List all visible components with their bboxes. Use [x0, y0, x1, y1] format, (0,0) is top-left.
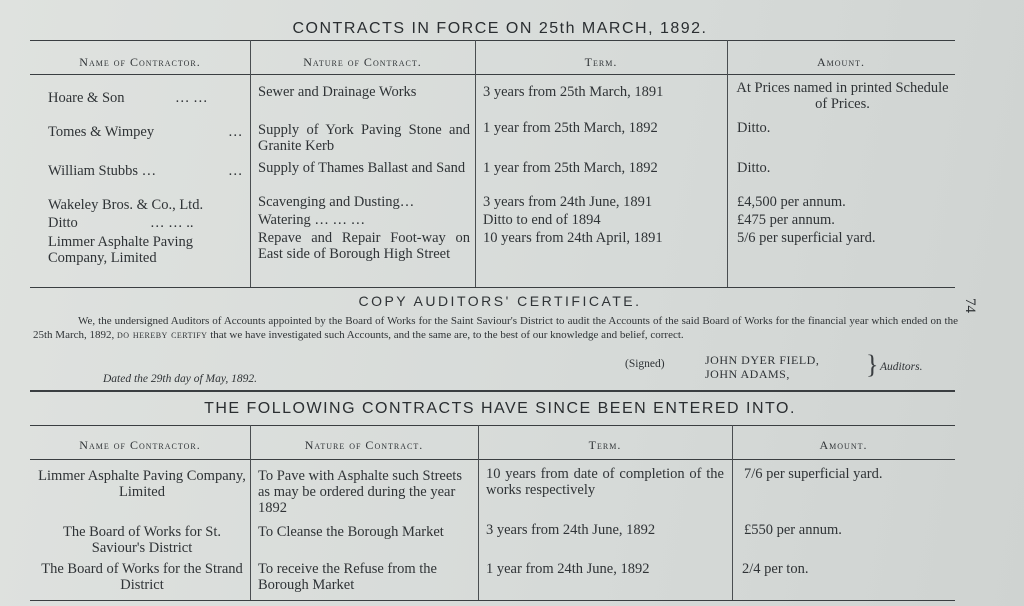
certificate-body	[33, 315, 958, 342]
certificate-title: COPY AUDITORS' CERTIFICATE.	[358, 293, 642, 309]
contractor-name: Limmer Asphalte Paving Company, Limited	[38, 468, 246, 500]
contract-amount: 7/6 per superficial yard.	[744, 466, 883, 482]
table-2-top-rule	[30, 425, 955, 426]
header-nature: Nature of Contract.	[303, 55, 422, 69]
contract-term: 3 years from 25th March, 1891	[483, 84, 664, 100]
contract-amount: Ditto.	[737, 160, 771, 176]
contractor-name	[48, 234, 248, 266]
contractor-name: The Board of Works for St. Saviour's District	[62, 524, 222, 556]
leader-dots: … … ..	[150, 215, 194, 231]
contract-nature: Repave and Repair Foot-way on East side of Borough High Street	[258, 230, 470, 262]
column-divider	[250, 40, 251, 287]
contractor-name: William Stubbs …	[48, 163, 157, 179]
contract-term: 3 years from 24th June, 1891	[483, 194, 653, 210]
header-amount: Amount.	[817, 55, 865, 69]
column-divider	[475, 40, 476, 287]
certificate-date: Dated the 29th day of May, 1892.	[103, 373, 257, 385]
contractor-name: Hoare & Son	[48, 90, 125, 106]
auditors-label: Auditors.	[880, 361, 923, 373]
contract-amount: 2/4 per ton.	[742, 561, 809, 577]
contract-nature	[258, 468, 474, 516]
contract-nature-text: To Pave with Asphalte such Streets as may be ordered during the year 1892	[258, 468, 462, 516]
contract-amount: £550 per annum.	[744, 522, 842, 538]
contract-nature: Supply of York Paving Stone and Granite Kerb	[258, 122, 470, 154]
header-nature: Nature of Contract.	[304, 438, 424, 452]
contract-term: 1 year from 24th June, 1892	[486, 561, 650, 577]
contract-amount: £475 per annum.	[737, 212, 835, 228]
contract-amount: Ditto.	[737, 120, 771, 136]
contractor-name: The Board of Works for the Strand District	[41, 561, 243, 593]
table-2-title: THE FOLLOWING CONTRACTS HAVE SINCE BEEN ENTERED INTO.	[204, 400, 796, 417]
contract-nature: To receive the Refuse from the Borough Market	[258, 561, 437, 593]
contract-term: 1 year from 25th March, 1892	[483, 120, 658, 136]
contract-nature: Scavenging and Dusting…	[258, 194, 415, 210]
contract-term: 1 year from 25th March, 1892	[483, 160, 658, 176]
header-contractor: Name of Contractor.	[79, 438, 201, 452]
contract-term: 10 years from date of completion of the works respectively	[486, 466, 724, 498]
header-term: Term.	[588, 438, 622, 452]
table-1-title: CONTRACTS IN FORCE ON 25th MARCH, 1892.	[292, 20, 708, 37]
contractor-name: Ditto	[48, 215, 78, 231]
brace-mark: }	[866, 350, 879, 379]
contract-nature: To Cleanse the Borough Market	[258, 524, 444, 540]
contract-amount: At Prices named in printed Schedule of Prices.	[736, 80, 949, 112]
table-1-bottom-rule	[30, 287, 955, 288]
signed-label: (Signed)	[625, 358, 665, 370]
table-1-top-rule	[30, 40, 955, 41]
table-2-header-rule	[30, 459, 955, 460]
header-contractor: Name of Contractor.	[79, 55, 201, 69]
section-divider	[30, 390, 955, 392]
certificate-certify: do hereby certify	[117, 328, 208, 341]
contract-amount: £4,500 per annum.	[737, 194, 846, 210]
contractor-name: Tomes & Wimpey	[48, 124, 155, 140]
header-term: Term.	[584, 55, 618, 69]
leader-dots: … …	[175, 90, 208, 106]
leader-dots: …	[228, 124, 243, 140]
header-amount: Amount.	[819, 438, 868, 452]
contract-term: Ditto to end of 1894	[483, 212, 601, 228]
contract-nature: Sewer and Drainage Works	[258, 84, 417, 100]
contract-term: 10 years from 24th April, 1891	[483, 230, 663, 246]
table-2-bottom-rule	[30, 600, 955, 601]
contractor-name: Wakeley Bros. & Co., Ltd.	[48, 197, 204, 213]
auditor-name: JOHN ADAMS,	[705, 367, 790, 381]
contractor-name-text: Limmer Asphalte Paving Company, Limited	[48, 234, 193, 266]
leader-dots: …	[228, 163, 243, 179]
contract-nature: Watering … … …	[258, 212, 366, 228]
page-number: 74	[962, 298, 978, 313]
contract-nature: Supply of Thames Ballast and Sand	[258, 160, 466, 176]
contract-term: 3 years from 24th June, 1892	[486, 522, 656, 538]
certificate-text-2: that we have investigated such Accounts, and the same are, to the best of our knowledge and belief, correct.	[210, 328, 684, 341]
contract-amount: 5/6 per superficial yard.	[737, 230, 876, 246]
certificate-text-1: We, the undersigned Auditors of Accounts appointed by the Board of Works for the Saint Saviour's District to audit the Accounts of the said Board of Works for the financial year which ended on the 25th March, 1892,	[33, 315, 958, 341]
auditor-name: JOHN DYER FIELD,	[705, 353, 820, 367]
column-divider	[727, 40, 728, 287]
table-1-header-rule	[30, 74, 955, 75]
